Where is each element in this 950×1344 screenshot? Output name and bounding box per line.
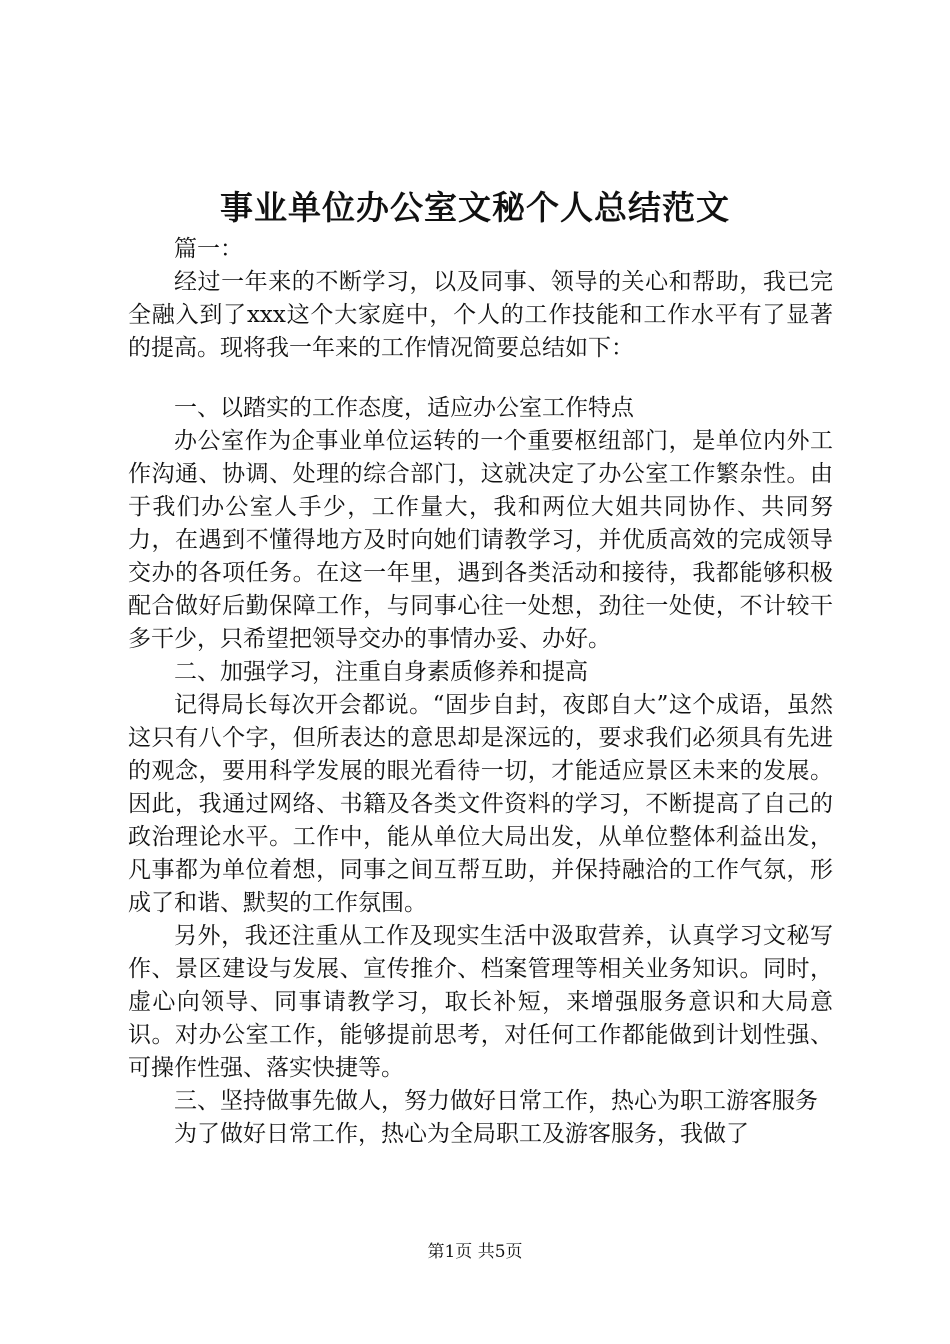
- heading-section-3: 三、坚持做事先做人，努力做好日常工作，热心为职工游客服务: [174, 1088, 818, 1114]
- paragraph-section-2a: 记得局长每次开会都说。“固步自封，夜郎自大”这个成语，虽然这只有八个字，但所表达的意思却是深远的，要求我们必须具有先进的观念，要用科学发展的眼光看待一切，才能适应景区未来的发展。因此，我通过网络、书籍及各类文件资料的学习，不断提高了自己的政治理论水平。工作中，能从单位大局出发，从单位整体利益出发，凡事都为单位着想，同事之间互帮互助，并保持融洽的工作气氛，形成了和谐、默契的工作氛围。: [128, 692, 833, 916]
- paragraph-section-3: 为了做好日常工作，热心为全局职工及游客服务，我做了: [174, 1121, 749, 1147]
- paragraph-section-1: 办公室作为企事业单位运转的一个重要枢纽部门，是单位内外工作沟通、协调、处理的综合部门，这就决定了办公室工作繁杂性。由于我们办公室人手少，工作量大，我和两位大姐共同协作、共同努力，在遇到不懂得地方及时向她们请教学习，并优质高效的完成领导交办的各项任务。在这一年里，遇到各类活动和接待，我都能够积极配合做好后勤保障工作，与同事心往一处想，劲往一处使，不计较干多干少，只希望把领导交办的事情办妥、办好。: [128, 428, 833, 652]
- heading-section-2: 二、加强学习，注重自身素质修养和提高: [174, 659, 588, 685]
- paragraph-intro: 经过一年来的不断学习，以及同事、领导的关心和帮助，我已完全融入到了xxx这个大家庭中，个人的工作技能和工作水平有了显著的提高。现将我一年来的工作情况简要总结如下：: [128, 269, 833, 361]
- heading-section-1: 一、以踏实的工作态度，适应办公室工作特点: [174, 395, 634, 421]
- paragraph-section-2b: 另外，我还注重从工作及现实生活中汲取营养，认真学习文秘写作、景区建设与发展、宣传推介、档案管理等相关业务知识。同时，虚心向领导、同事请教学习，取长补短，来增强服务意识和大局意识。对办公室工作，能够提前思考，对任何工作都能做到计划性强、可操作性强、落实快捷等。: [128, 923, 833, 1081]
- document-body: [128, 233, 833, 1151]
- page-number-footer: 第1页 共5页: [427, 1242, 523, 1262]
- paragraph-section-label: 篇一：: [174, 236, 243, 262]
- document-title: 事业单位办公室文秘个人总结范文: [220, 188, 730, 227]
